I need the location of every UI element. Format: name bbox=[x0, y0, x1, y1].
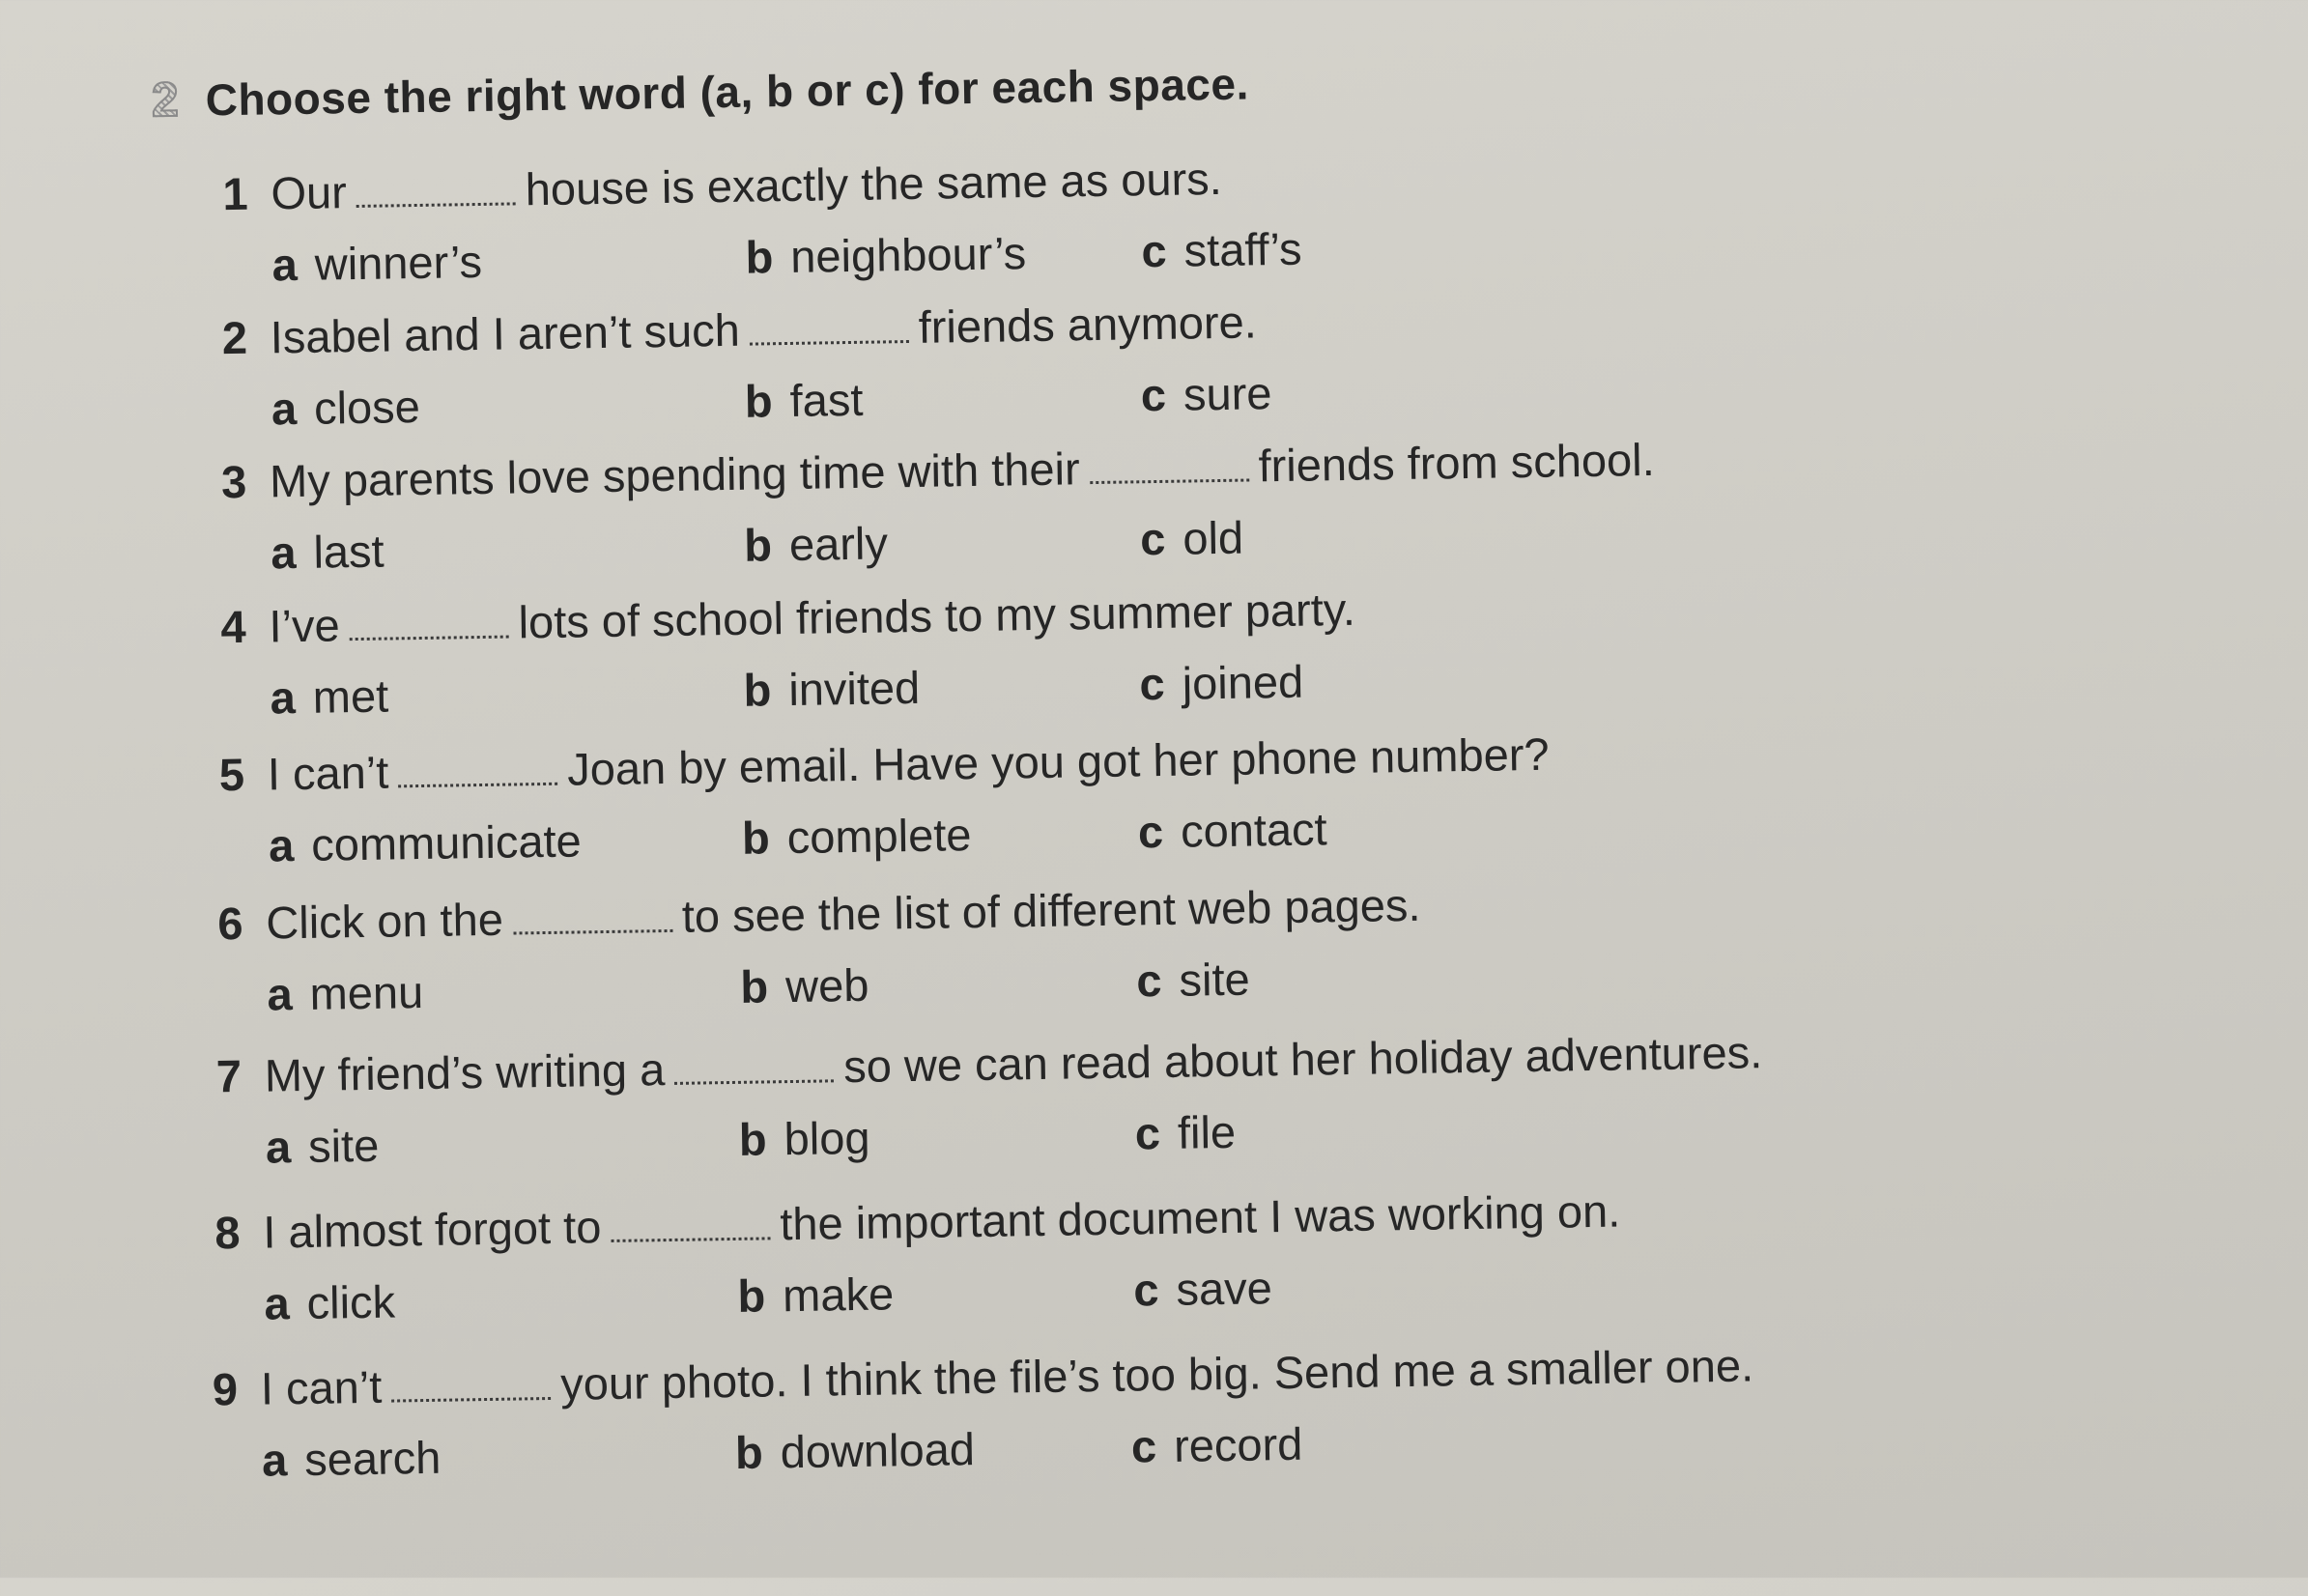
option-b[interactable] bbox=[735, 1422, 976, 1479]
answer-options bbox=[214, 1410, 1755, 1492]
option-text: record bbox=[1173, 1417, 1303, 1471]
sentence-before-blank: I’ve bbox=[269, 599, 341, 652]
answer-blank[interactable] bbox=[398, 782, 557, 788]
sentence-before-blank: My parents love spending time with their bbox=[269, 442, 1081, 507]
option-text: last bbox=[313, 525, 385, 578]
sentence-after-blank: your photo. I think the file’s too big. Send me a smaller one. bbox=[559, 1339, 1754, 1410]
exercise-number: 2 bbox=[151, 71, 180, 128]
question-3 bbox=[221, 433, 1657, 584]
question-5 bbox=[218, 727, 1551, 878]
answer-blank[interactable] bbox=[391, 1396, 551, 1403]
option-text: click bbox=[306, 1275, 396, 1328]
option-a[interactable] bbox=[270, 670, 388, 725]
option-c[interactable] bbox=[1138, 802, 1328, 858]
option-letter: b bbox=[741, 812, 771, 864]
sentence-after-blank: Joan by email. Have you got her phone number? bbox=[566, 727, 1550, 795]
option-text: complete bbox=[786, 809, 972, 864]
question-sentence bbox=[212, 1338, 1753, 1420]
option-text: sure bbox=[1182, 367, 1272, 420]
option-c[interactable] bbox=[1131, 1417, 1303, 1473]
option-text: download bbox=[780, 1423, 976, 1478]
option-text: site bbox=[307, 1119, 380, 1172]
option-letter: b bbox=[740, 960, 769, 1012]
option-a[interactable] bbox=[262, 1431, 442, 1487]
option-text: joined bbox=[1182, 655, 1304, 709]
option-letter: a bbox=[268, 819, 295, 871]
answer-blank[interactable] bbox=[350, 635, 509, 641]
answer-options bbox=[223, 366, 1272, 441]
option-a[interactable] bbox=[271, 525, 385, 580]
option-letter: b bbox=[738, 1113, 768, 1165]
option-a[interactable] bbox=[271, 235, 482, 291]
option-b[interactable] bbox=[738, 1111, 869, 1166]
sentence-after-blank: friends from school. bbox=[1258, 433, 1656, 492]
question-number: 1 bbox=[222, 167, 249, 220]
answer-blank[interactable] bbox=[513, 928, 672, 935]
option-a[interactable] bbox=[269, 813, 582, 871]
option-letter: c bbox=[1132, 1264, 1159, 1316]
answer-blank[interactable] bbox=[612, 1236, 771, 1242]
question-7 bbox=[215, 1025, 1763, 1179]
question-sentence bbox=[215, 1025, 1762, 1107]
question-1 bbox=[222, 152, 1302, 297]
option-letter: c bbox=[1137, 805, 1164, 858]
option-text: close bbox=[313, 380, 421, 434]
question-6 bbox=[217, 878, 1422, 1027]
option-c[interactable] bbox=[1140, 511, 1244, 566]
option-letter: b bbox=[745, 231, 774, 283]
option-text: save bbox=[1176, 1262, 1273, 1315]
sentence-after-blank: friends anymore. bbox=[918, 296, 1258, 353]
question-number: 4 bbox=[220, 600, 247, 653]
question-number: 8 bbox=[214, 1207, 241, 1259]
option-b[interactable] bbox=[745, 226, 1026, 284]
exercise-instruction: Choose the right word (a, b or c) for each space. bbox=[205, 58, 1250, 126]
option-text: invited bbox=[787, 661, 921, 716]
option-letter: a bbox=[271, 382, 298, 435]
sentence-after-blank: lots of school friends to my summer party. bbox=[518, 583, 1356, 648]
answer-options bbox=[221, 654, 1356, 729]
option-c[interactable] bbox=[1133, 1261, 1272, 1316]
option-c[interactable] bbox=[1140, 366, 1271, 421]
option-text: search bbox=[303, 1431, 442, 1485]
option-b[interactable] bbox=[740, 958, 869, 1013]
option-c[interactable] bbox=[1141, 222, 1302, 278]
option-letter: a bbox=[261, 1434, 288, 1486]
option-letter: c bbox=[1141, 224, 1168, 277]
sentence-before-blank: My friend’s writing a bbox=[264, 1043, 666, 1101]
sentence-after-blank: to see the list of different web pages. bbox=[681, 878, 1421, 942]
option-text: met bbox=[312, 670, 389, 723]
option-a[interactable] bbox=[267, 965, 424, 1021]
sentence-after-blank: so we can read about her holiday adventures. bbox=[842, 1026, 1763, 1093]
option-text: contact bbox=[1180, 803, 1328, 857]
option-letter: c bbox=[1130, 1420, 1157, 1472]
option-letter: c bbox=[1139, 512, 1166, 565]
option-text: communicate bbox=[310, 814, 583, 870]
answer-blank[interactable] bbox=[750, 339, 909, 346]
option-a[interactable] bbox=[266, 1119, 380, 1174]
option-letter: c bbox=[1139, 657, 1166, 710]
option-a[interactable] bbox=[271, 380, 421, 435]
option-b[interactable] bbox=[737, 1267, 895, 1323]
question-sentence bbox=[214, 1184, 1621, 1265]
option-c[interactable] bbox=[1139, 655, 1303, 711]
question-number: 5 bbox=[218, 748, 245, 801]
question-4 bbox=[220, 583, 1356, 729]
question-number: 2 bbox=[221, 311, 248, 364]
option-letter: c bbox=[1140, 368, 1167, 421]
answer-blank[interactable] bbox=[356, 201, 516, 208]
option-text: fast bbox=[789, 373, 864, 426]
option-letter: b bbox=[737, 1269, 766, 1322]
sentence-after-blank: the important document I was working on. bbox=[779, 1184, 1621, 1250]
sentence-before-blank: Isabel and I aren’t such bbox=[270, 303, 741, 363]
option-b[interactable] bbox=[744, 373, 863, 428]
question-number: 6 bbox=[216, 897, 243, 950]
question-9 bbox=[212, 1338, 1754, 1492]
answer-options bbox=[218, 950, 1422, 1027]
option-letter: a bbox=[265, 1121, 292, 1173]
sentence-before-blank: Our bbox=[271, 166, 348, 219]
option-text: menu bbox=[309, 965, 424, 1019]
answer-options bbox=[223, 222, 1302, 297]
option-letter: b bbox=[743, 664, 772, 716]
option-a[interactable] bbox=[264, 1274, 395, 1329]
exercise-header bbox=[151, 54, 1249, 128]
option-text: staff’s bbox=[1183, 222, 1302, 276]
option-letter: b bbox=[744, 375, 774, 427]
option-text: old bbox=[1182, 511, 1244, 564]
option-letter: b bbox=[743, 519, 773, 571]
option-b[interactable] bbox=[744, 516, 888, 571]
question-8 bbox=[214, 1184, 1622, 1336]
question-number: 9 bbox=[212, 1363, 239, 1415]
option-letter: a bbox=[270, 671, 297, 724]
question-number: 3 bbox=[220, 455, 247, 508]
question-sentence bbox=[220, 583, 1355, 658]
option-letter: a bbox=[271, 238, 299, 291]
answer-options bbox=[217, 1097, 1764, 1179]
question-sentence bbox=[222, 152, 1222, 225]
option-letter: a bbox=[264, 1277, 291, 1329]
option-letter: a bbox=[270, 527, 297, 579]
option-b[interactable] bbox=[743, 661, 920, 717]
option-letter: c bbox=[1134, 1107, 1161, 1159]
answer-options bbox=[222, 504, 1656, 584]
answer-blank[interactable] bbox=[1090, 478, 1249, 485]
question-2 bbox=[221, 295, 1272, 441]
sentence-before-blank: I can’t bbox=[267, 746, 389, 800]
question-sentence bbox=[221, 295, 1257, 369]
option-text: early bbox=[788, 517, 889, 570]
question-sentence bbox=[221, 433, 1655, 513]
sentence-after-blank: house is exactly the same as ours. bbox=[525, 152, 1223, 215]
option-b[interactable] bbox=[742, 808, 972, 865]
answer-blank[interactable] bbox=[674, 1078, 834, 1085]
option-letter: b bbox=[734, 1426, 764, 1478]
option-text: blog bbox=[784, 1111, 870, 1165]
option-text: neighbour’s bbox=[789, 227, 1027, 282]
option-letter: a bbox=[267, 968, 294, 1020]
answer-options bbox=[215, 1256, 1622, 1336]
sentence-before-blank: I almost forgot to bbox=[262, 1201, 602, 1258]
question-number: 7 bbox=[215, 1049, 242, 1102]
option-text: winner’s bbox=[314, 235, 483, 290]
answer-options bbox=[220, 799, 1552, 878]
option-text: site bbox=[1179, 953, 1251, 1006]
option-letter: c bbox=[1135, 954, 1162, 1007]
question-sentence bbox=[217, 878, 1421, 955]
option-text: file bbox=[1177, 1105, 1237, 1158]
option-text: web bbox=[784, 958, 869, 1012]
option-c[interactable] bbox=[1136, 953, 1250, 1008]
question-sentence bbox=[218, 727, 1550, 807]
sentence-before-blank: Click on the bbox=[265, 893, 504, 949]
option-c[interactable] bbox=[1134, 1105, 1236, 1160]
option-text: make bbox=[782, 1268, 895, 1322]
sentence-before-blank: I can’t bbox=[260, 1360, 383, 1414]
